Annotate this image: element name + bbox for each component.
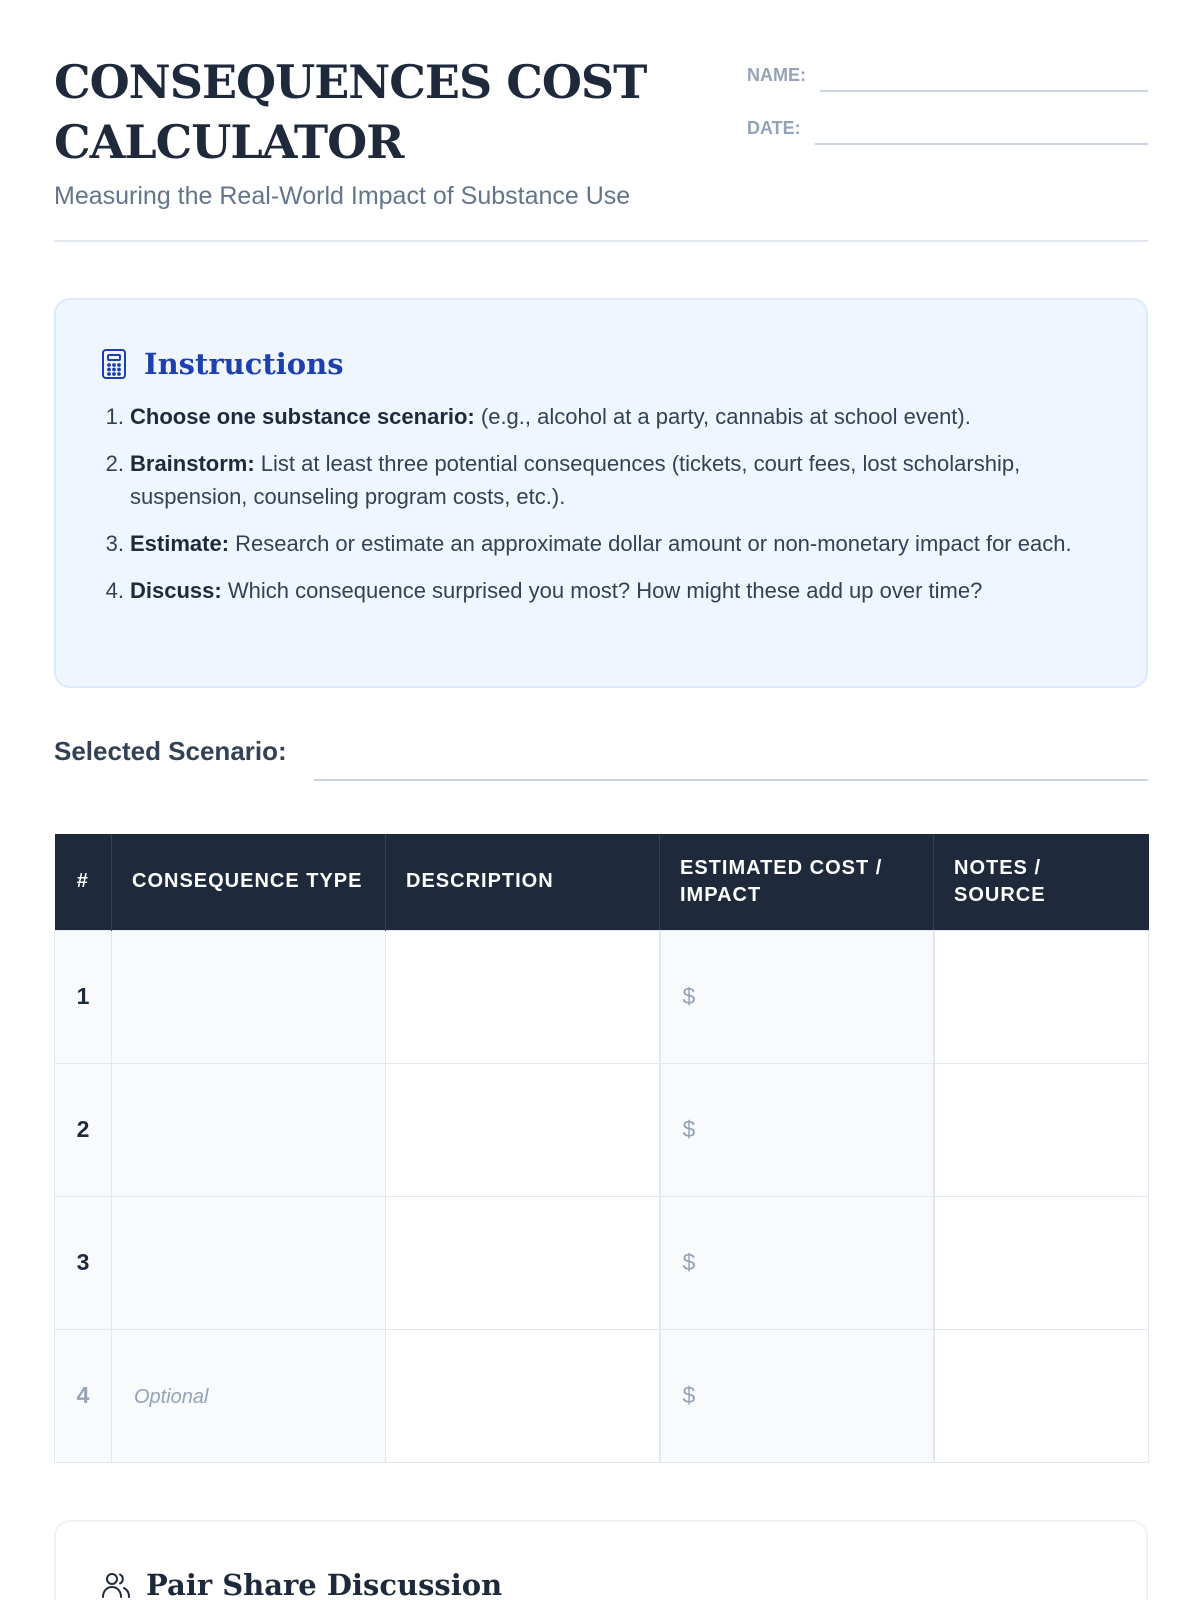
column-header-cost: ESTIMATED COST / IMPACT — [660, 834, 934, 930]
column-header-notes: NOTES / SOURCE — [934, 834, 1149, 930]
instruction-number: 4. — [105, 578, 124, 603]
scenario-label: Selected Scenario: — [54, 736, 287, 766]
consequence-type-cell[interactable] — [112, 1329, 386, 1462]
row-number: 2 — [55, 1063, 112, 1196]
instruction-text: List at least three potential consequences (tickets, court fees, lost scholarship, suspension, counseling program costs, etc.). — [130, 451, 1021, 509]
instructions-header — [100, 344, 1104, 384]
instruction-text: Which consequence surprised you most? How might these add up over time? — [221, 578, 983, 603]
name-label: NAME: — [747, 65, 806, 85]
users-icon — [100, 1569, 132, 1600]
table-row — [55, 1063, 1149, 1196]
scenario-row — [54, 733, 1148, 781]
notes-cell[interactable] — [934, 1196, 1149, 1329]
column-header-number: # — [55, 834, 112, 930]
cost-cell[interactable]: $ — [660, 1196, 934, 1329]
scenario-input[interactable] — [314, 733, 1148, 781]
description-cell[interactable] — [386, 1196, 660, 1329]
instruction-number: 3. — [105, 531, 124, 556]
consequence-type-cell[interactable] — [112, 930, 386, 1063]
cost-cell[interactable]: $ — [660, 1063, 934, 1196]
description-cell[interactable] — [386, 1329, 660, 1462]
page-subtitle: Measuring the Real-World Impact of Substance Use — [54, 182, 631, 210]
instruction-item — [100, 400, 1104, 433]
description-cell[interactable] — [386, 1063, 660, 1196]
instruction-item — [100, 574, 1104, 607]
instructions-title: Instructions — [144, 347, 344, 381]
instruction-keyword: Discuss: — [130, 578, 222, 603]
consequences-table — [54, 834, 1149, 1463]
table-row — [55, 1196, 1149, 1329]
instruction-item — [100, 527, 1104, 560]
optional-placeholder: Optional — [134, 1386, 209, 1408]
pair-share-title: Pair Share Discussion — [146, 1568, 503, 1600]
date-row — [747, 113, 1148, 145]
row-number: 3 — [55, 1196, 112, 1329]
cost-cell[interactable]: $ — [660, 930, 934, 1063]
instruction-number: 1. — [105, 404, 124, 429]
consequences-table-wrapper — [54, 834, 1148, 1463]
pair-share-header — [100, 1568, 1102, 1600]
consequence-type-cell[interactable] — [112, 1196, 386, 1329]
column-header-type: CONSEQUENCE TYPE — [112, 834, 386, 930]
name-row — [747, 60, 1148, 92]
instruction-text: (e.g., alcohol at a party, cannabis at school event). — [474, 404, 971, 429]
table-row — [55, 1329, 1149, 1462]
table-row — [55, 930, 1149, 1063]
instruction-keyword: Choose one substance scenario: — [130, 404, 475, 429]
instructions-list — [100, 400, 1104, 607]
column-header-description: DESCRIPTION — [386, 834, 660, 930]
student-info — [747, 60, 1148, 166]
instruction-text: Research or estimate an approximate dollar amount or non-monetary impact for each. — [229, 531, 1072, 556]
instructions-panel — [54, 298, 1148, 688]
description-cell[interactable] — [386, 930, 660, 1063]
instruction-number: 2. — [105, 451, 124, 476]
consequence-type-cell[interactable] — [112, 1063, 386, 1196]
notes-cell[interactable] — [934, 1063, 1149, 1196]
page-header — [54, 52, 1148, 242]
row-number: 4 — [55, 1329, 112, 1462]
page-title: CONSEQUENCES COST CALCULATOR — [54, 55, 647, 169]
instruction-item — [100, 447, 1104, 513]
instruction-keyword: Brainstorm: — [130, 451, 255, 476]
date-label: DATE: — [747, 118, 801, 138]
notes-cell[interactable] — [934, 930, 1149, 1063]
name-field[interactable] — [820, 68, 1148, 92]
pair-share-panel — [54, 1520, 1148, 1600]
notes-cell[interactable] — [934, 1329, 1149, 1462]
calculator-icon — [100, 348, 128, 380]
instruction-keyword: Estimate: — [130, 531, 230, 556]
date-field[interactable] — [815, 121, 1148, 145]
table-header-row — [55, 834, 1149, 930]
row-number: 1 — [55, 930, 112, 1063]
cost-cell[interactable]: $ — [660, 1329, 934, 1462]
